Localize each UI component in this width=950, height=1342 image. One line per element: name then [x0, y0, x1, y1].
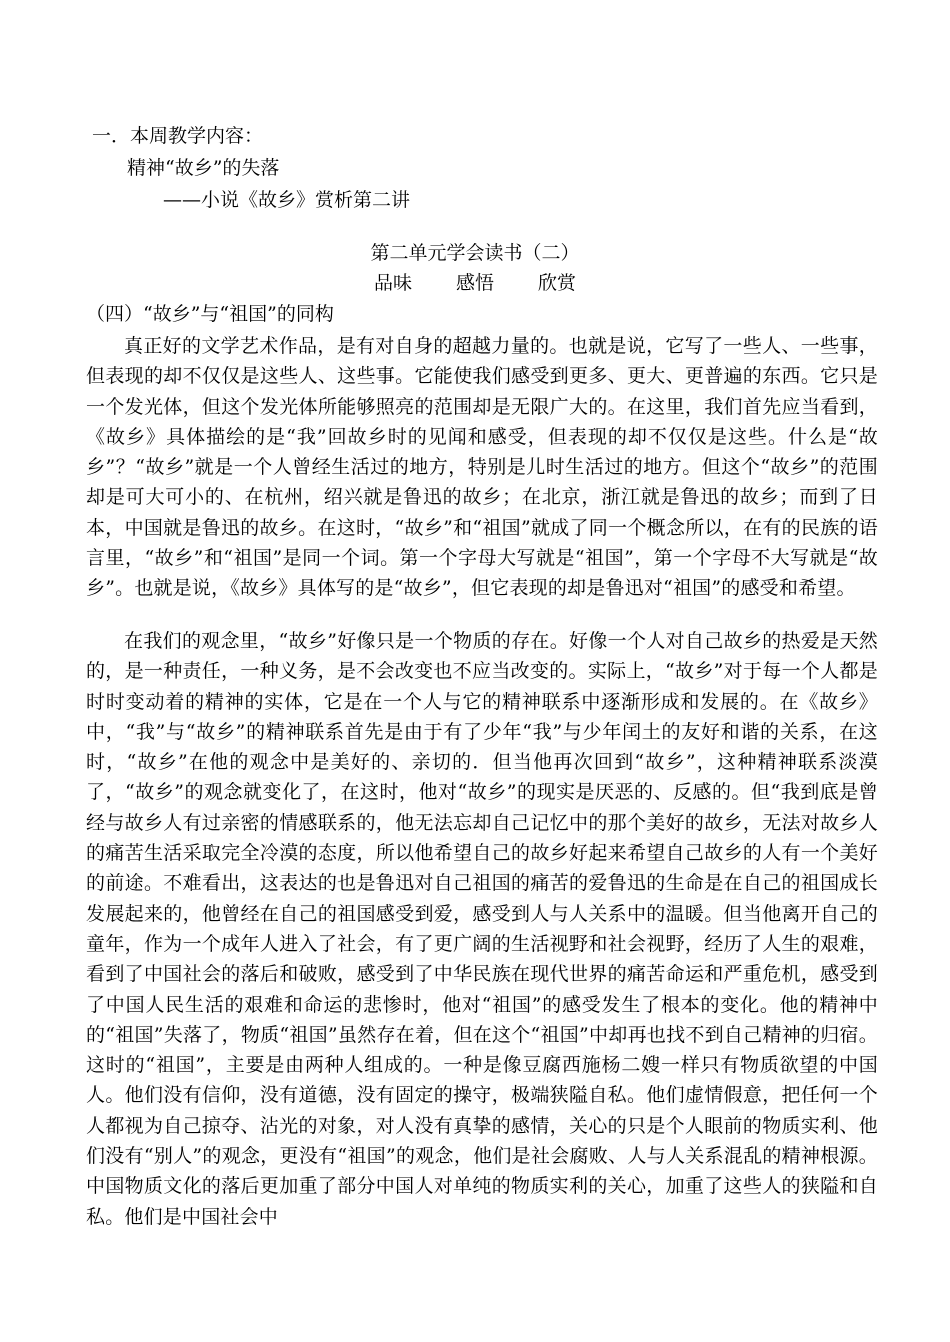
body-paragraph: 真正好的文学艺术作品，是有对自身的超越力量的。也就是说，它写了一些人、一些事，但表现的却不仅仅是这些人、这些事。它能使我们感受到更多、更大、更普遍的东西。它只是一个发光体，但这个发光体所能够照亮的范围却是无限广大的。在这里，我们首先应当看到，《故乡》具体描绘的是“我”回故乡时的见闻和感受，但表现的却不仅仅是这些。什么是“故乡”？“故乡”就是一个人曾经生活过的地方，特别是儿时生活过的地方。但这个“故乡”的范围却是可大可小的、在杭州，绍兴就是鲁迅的故乡；在北京，浙江就是鲁迅的故乡；而到了日本，中国就是鲁迅的故乡。在这时，“故乡”和“祖国”就成了同一个概念所以，在有的民族的语言里，“故乡”和“祖国”是同一个词。第一个字母大写就是“祖国”，第一个字母不大写就是“故乡”。也就是说，《故乡》具体写的是“故乡”，但它表现的却是鲁迅对“祖国”的感受和希望。 [86, 335, 878, 600]
section-heading: 一．本周教学内容： [92, 125, 264, 147]
unit-keywords [0, 270, 950, 296]
body-paragraph: 在我们的观念里，“故乡”好像只是一个物质的存在。好像一个人对自己故乡的热爱是天然的，是一种责任，一种义务，是不会改变也不应当改变的。实际上，“故乡”对于每一个人都是时时变动着的精神的实体，它是在一个人与它的精神联系中逐渐形成和发展的。在《故乡》中，“我”与“故乡”的精神联系首先是由于有了少年“我”与少年闰土的友好和谐的关系，在这时，“故乡”在他的观念中是美好的、亲切的．但当他再次回到“故乡”，这种精神联系淡漠了，“故乡”的观念就变化了，在这时，他对“故乡”的现实是厌恶的、反感的。但“我到底是曾经与故乡人有过亲密的情感联系的，他无法忘却自己记忆中的那个美好的故乡，无法对故乡人的痛苦生活采取完全冷漠的态度，所以他希望自己的故乡好起来希望自己故乡的人有一个美好的前途。不难看出，这表达的也是鲁迅对自己祖国的痛苦的爱鲁迅的生命是在自己的祖国成长发展起来的，他曾经在自己的祖国感受到爱，感受到人与人关系中的温暖。但当他离开自己的童年，作为一个成年人进入了社会，有了更广阔的生活视野和社会视野，经历了人生的艰难，看到了中国社会的落后和破败，感受到了中华民族在现代世界的痛苦命运和严重危机，感受到了中国人民生活的艰难和命运的悲惨时，他对“祖国”的感受发生了根本的变化。他的精神中的“祖国”失落了，物质“祖国”虽然存在着，但在这个“祖国”中却再也找不到自己精神的归宿。这时的“祖国”，主要是由两种人组成的。一种是像豆腐西施杨二嫂一样只有物质欲望的中国人。他们没有信仰，没有道德，没有固定的操守，极端狭隘自私。他们虚情假意，把任何一个人都视为自己掠夺、沾光的对象，对人没有真挚的感情，关心的只是个人眼前的物质实利、他们没有“别人”的观念，更没有“祖国”的观念，他们是社会腐败、人与人关系混乱的精神根源。中国物质文化的落后更加重了部分中国人对单纯的物质实利的关心，加重了这些人的狭隘和自私。他们是中国社会中 [86, 630, 878, 1228]
keyword: 感悟 [455, 272, 494, 294]
lesson-title: 精神“故乡”的失落 [127, 157, 280, 179]
keyword: 欣赏 [538, 272, 577, 294]
lesson-subtitle: ——小说《故乡》赏析第二讲 [163, 189, 411, 211]
part-heading: （四）“故乡”与“祖国”的同构 [86, 303, 334, 325]
unit-title: 第二单元学会读书（二） [370, 242, 580, 264]
keyword: 品味 [373, 272, 412, 294]
